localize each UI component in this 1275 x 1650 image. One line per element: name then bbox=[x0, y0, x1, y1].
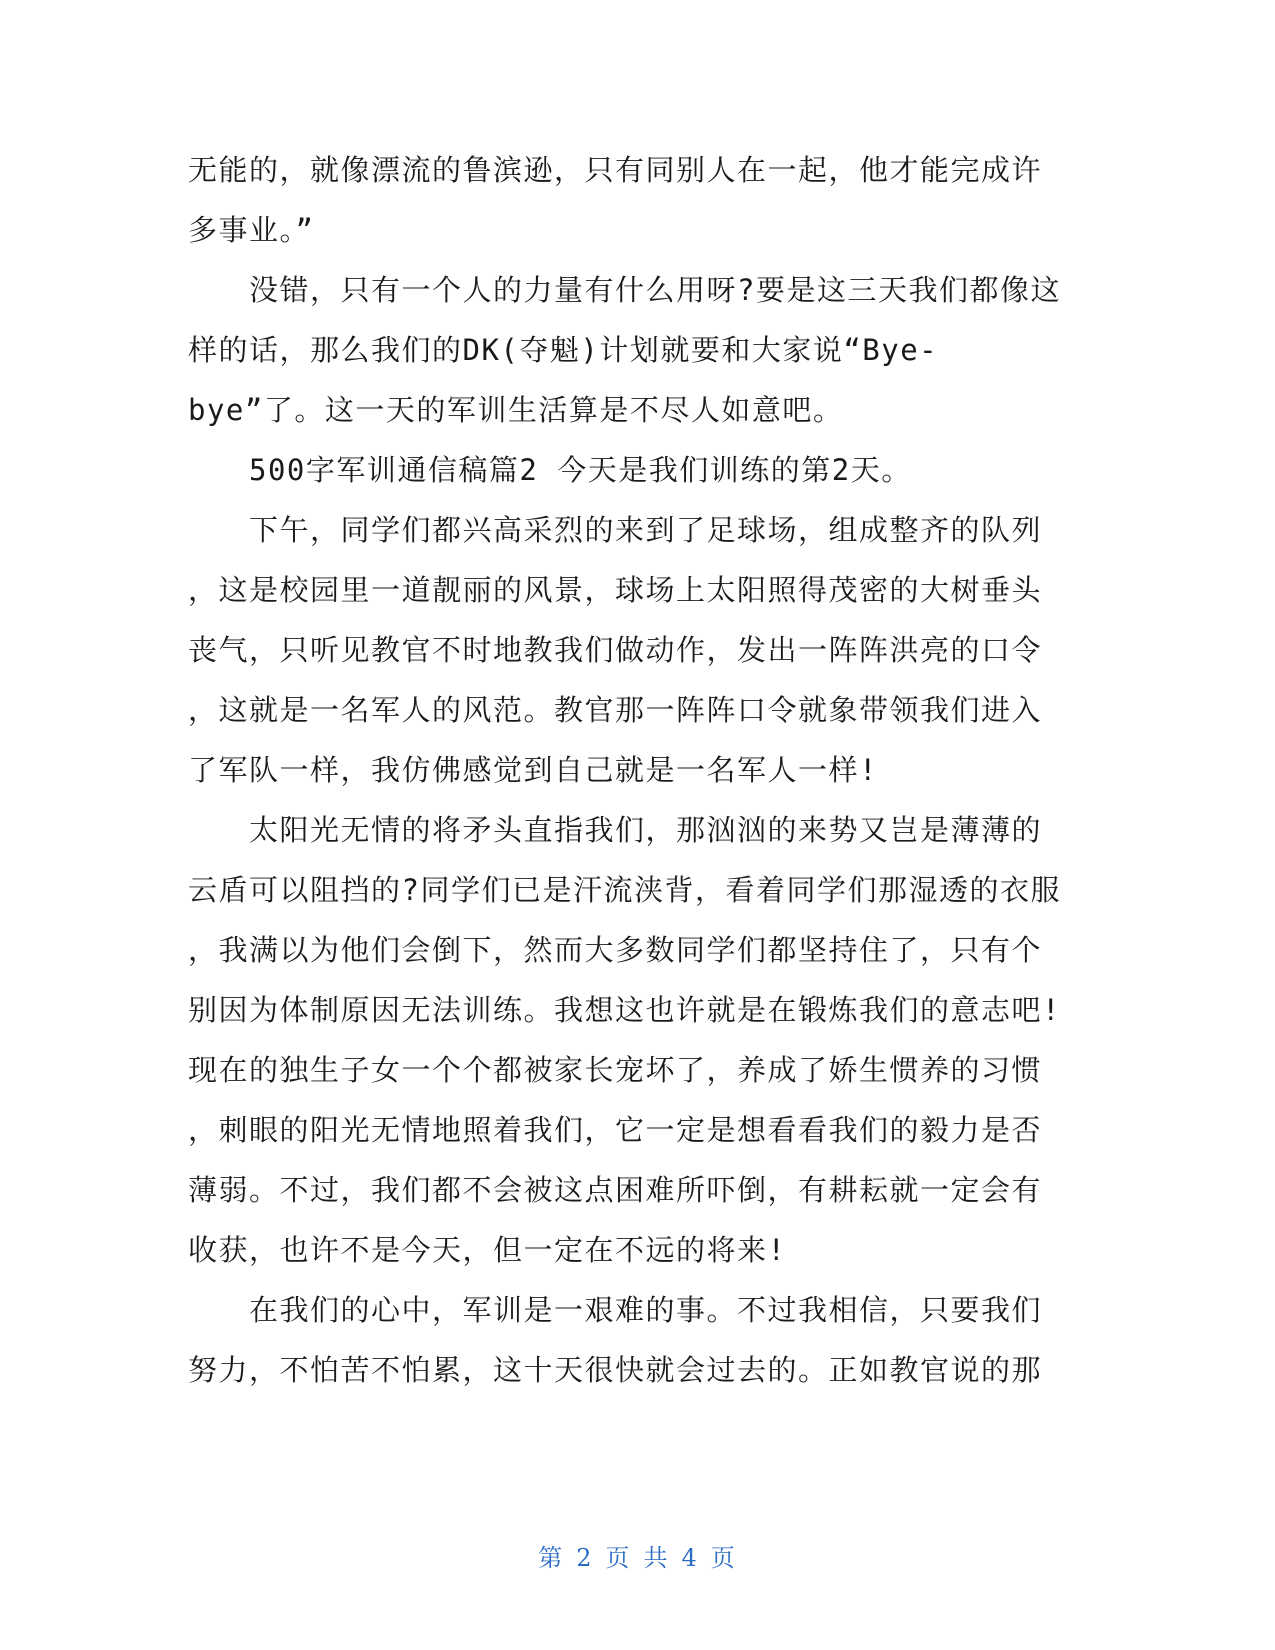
footer-suffix: 页 bbox=[710, 1544, 737, 1572]
text-line: 薄弱。不过，我们都不会被这点困难所吓倒，有耕耘就一定会有 bbox=[188, 1173, 1043, 1207]
text-line: 现在的独生子女一个个都被家长宠坏了，养成了娇生惯养的习惯 bbox=[188, 1053, 1043, 1087]
footer-page-word: 页 bbox=[605, 1544, 632, 1572]
page-footer bbox=[0, 1538, 1275, 1573]
text-line: ，这是校园里一道靓丽的风景，球场上太阳照得茂密的大树垂头 bbox=[188, 573, 1043, 607]
text-line: 在我们的心中，军训是一艰难的事。不过我相信，只要我们 bbox=[249, 1293, 1043, 1327]
text-line: 没错，只有一个人的力量有什么用呀?要是这三天我们都像这 bbox=[249, 273, 1061, 307]
text-line: 云盾可以阻挡的?同学们已是汗流浃背，看着同学们那湿透的衣服 bbox=[188, 873, 1061, 907]
text-line: bye”了。这一天的军训生活算是不尽人如意吧。 bbox=[188, 393, 844, 427]
footer-prefix: 第 bbox=[538, 1544, 565, 1572]
text-line: 收获，也许不是今天，但一定在不远的将来! bbox=[188, 1233, 787, 1267]
text-line: 500字军训通信稿篇2 今天是我们训练的第2天。 bbox=[249, 453, 912, 487]
document-body bbox=[188, 140, 1088, 1400]
text-line: ，刺眼的阳光无情地照着我们，它一定是想看看我们的毅力是否 bbox=[188, 1113, 1043, 1147]
text-line: 丧气，只听见教官不时地教我们做动作，发出一阵阵洪亮的口令 bbox=[188, 633, 1043, 667]
text-line: 下午，同学们都兴高采烈的来到了足球场，组成整齐的队列 bbox=[249, 513, 1043, 547]
text-line: 了军队一样，我仿佛感觉到自己就是一名军人一样! bbox=[188, 753, 878, 787]
text-line: ，这就是一名军人的风范。教官那一阵阵口令就象带领我们进入 bbox=[188, 693, 1043, 727]
text-line: ，我满以为他们会倒下，然而大多数同学们都坚持住了，只有个 bbox=[188, 933, 1043, 967]
text-line: 多事业。” bbox=[188, 213, 315, 247]
text-line: 别因为体制原因无法训练。我想这也许就是在锻炼我们的意志吧! bbox=[188, 993, 1061, 1027]
text-line: 样的话，那么我们的DK(夺魁)计划就要和大家说“Bye- bbox=[188, 333, 939, 367]
text-line: 无能的，就像漂流的鲁滨逊，只有同别人在一起，他才能完成许 bbox=[188, 153, 1043, 187]
footer-total-pages: 4 bbox=[681, 1544, 699, 1572]
text-line: 太阳光无情的将矛头直指我们，那汹汹的来势又岂是薄薄的 bbox=[249, 813, 1043, 847]
footer-total-word: 共 bbox=[643, 1544, 670, 1572]
footer-current-page: 2 bbox=[576, 1544, 594, 1572]
text-line: 努力，不怕苦不怕累，这十天很快就会过去的。正如教官说的那 bbox=[188, 1353, 1043, 1387]
